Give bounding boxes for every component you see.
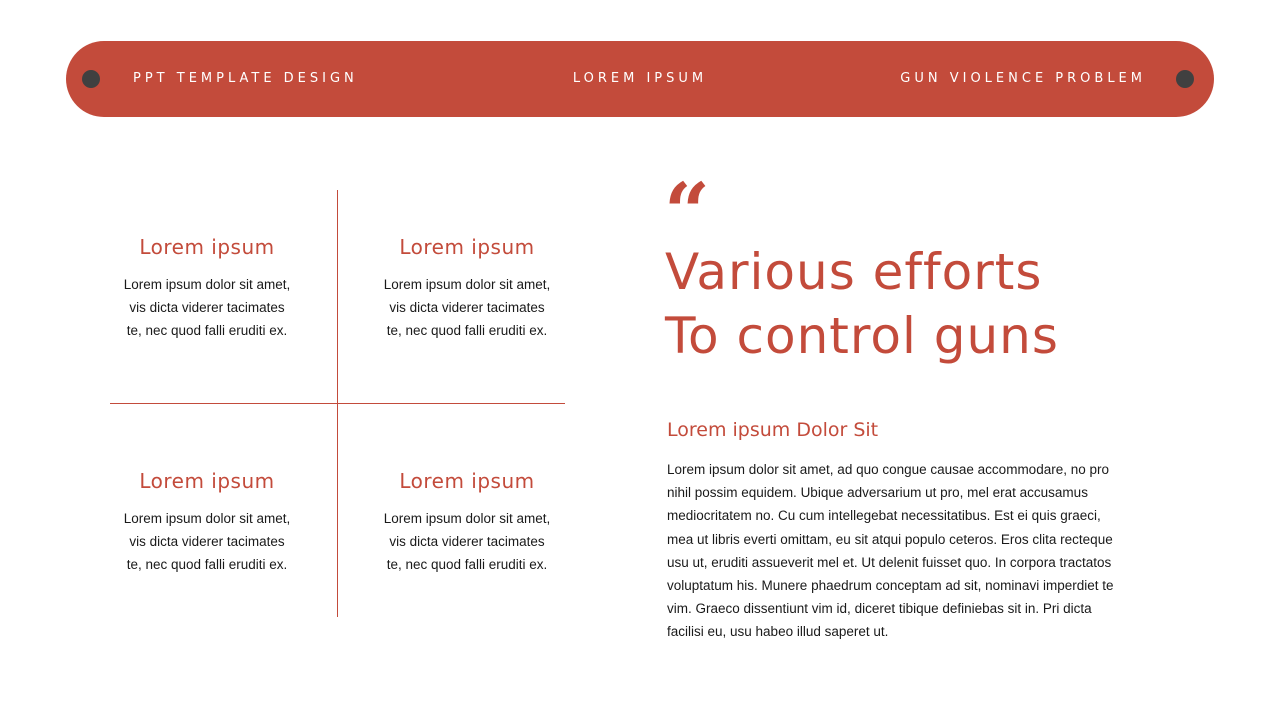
headline-line: To control guns (665, 307, 1059, 365)
paragraph-line: vim. Graeco dissentiunt vim id, diceret tibique definiebas sit in. Pri dicta (667, 601, 1092, 617)
cell-body-line: te, nec quod falli eruditi ex. (126, 323, 288, 338)
cell-title: Lorem ipsum (399, 469, 535, 493)
grid-horizontal-divider (110, 403, 565, 404)
grid-cell-bottom-right (347, 469, 587, 576)
paragraph-line: mea ut libris everti omittam, eu sit atqui populo ceteros. Eros clita recteque (667, 531, 1113, 547)
cell-body-line: Lorem ipsum dolor sit amet, (123, 277, 291, 292)
cell-body-line: Lorem ipsum dolor sit amet, (123, 511, 291, 526)
cell-title: Lorem ipsum (139, 235, 275, 259)
header-center-label: LOREM IPSUM (572, 71, 708, 86)
cell-body (87, 273, 327, 342)
headline-line: Various efforts (665, 243, 1043, 301)
headline (665, 240, 1059, 368)
dot-icon (1176, 70, 1194, 88)
subheading: Lorem ipsum Dolor Sit (667, 419, 879, 441)
cell-title: Lorem ipsum (399, 235, 535, 259)
paragraph-line: nihil possim equidem. Ubique adversarium ut pro, mel erat accusamus (667, 485, 1088, 501)
cell-body-line: te, nec quod falli eruditi ex. (386, 557, 548, 572)
header-right-label: GUN VIOLENCE PROBLEM (900, 71, 1146, 86)
grid-cell-top-left (87, 235, 327, 342)
paragraph-line: Lorem ipsum dolor sit amet, ad quo congue causae accommodare, no pro (667, 462, 1109, 477)
cell-body-line: Lorem ipsum dolor sit amet, (383, 277, 551, 292)
paragraph-line: facilisi eu, usu habeo illud saperet ut. (667, 624, 889, 640)
cell-body-line: te, nec quod falli eruditi ex. (126, 557, 288, 572)
cell-body-line: vis dicta viderer tacimates (129, 300, 285, 315)
header-bar (66, 41, 1214, 117)
cell-body-line: vis dicta viderer tacimates (129, 534, 285, 549)
body-paragraph (667, 458, 1167, 644)
cell-body-line: vis dicta viderer tacimates (389, 300, 545, 315)
cell-body-line: te, nec quod falli eruditi ex. (386, 323, 548, 338)
quote-mark-icon: “ (664, 165, 711, 259)
cell-body (347, 273, 587, 342)
paragraph-line: mediocritatem no. Cu cum intellegebat necessitatibus. Est ei quis graeci, (667, 508, 1101, 524)
cell-title: Lorem ipsum (139, 469, 275, 493)
cell-body-line: Lorem ipsum dolor sit amet, (383, 511, 551, 526)
grid-cell-top-right (347, 235, 587, 342)
cell-body-line: vis dicta viderer tacimates (389, 534, 545, 549)
cell-body (87, 507, 327, 576)
grid-cell-bottom-left (87, 469, 327, 576)
cell-body (347, 507, 587, 576)
paragraph-line: usu ut, eruditi assueverit mel et. Ut delenit fuisset quo. In corpora tractatos (667, 554, 1112, 570)
header-left-label: PPT TEMPLATE DESIGN (133, 71, 358, 86)
paragraph-line: voluptatum his. Munere phaedrum conceptam ad sit, nominavi imperdiet te (667, 578, 1114, 594)
